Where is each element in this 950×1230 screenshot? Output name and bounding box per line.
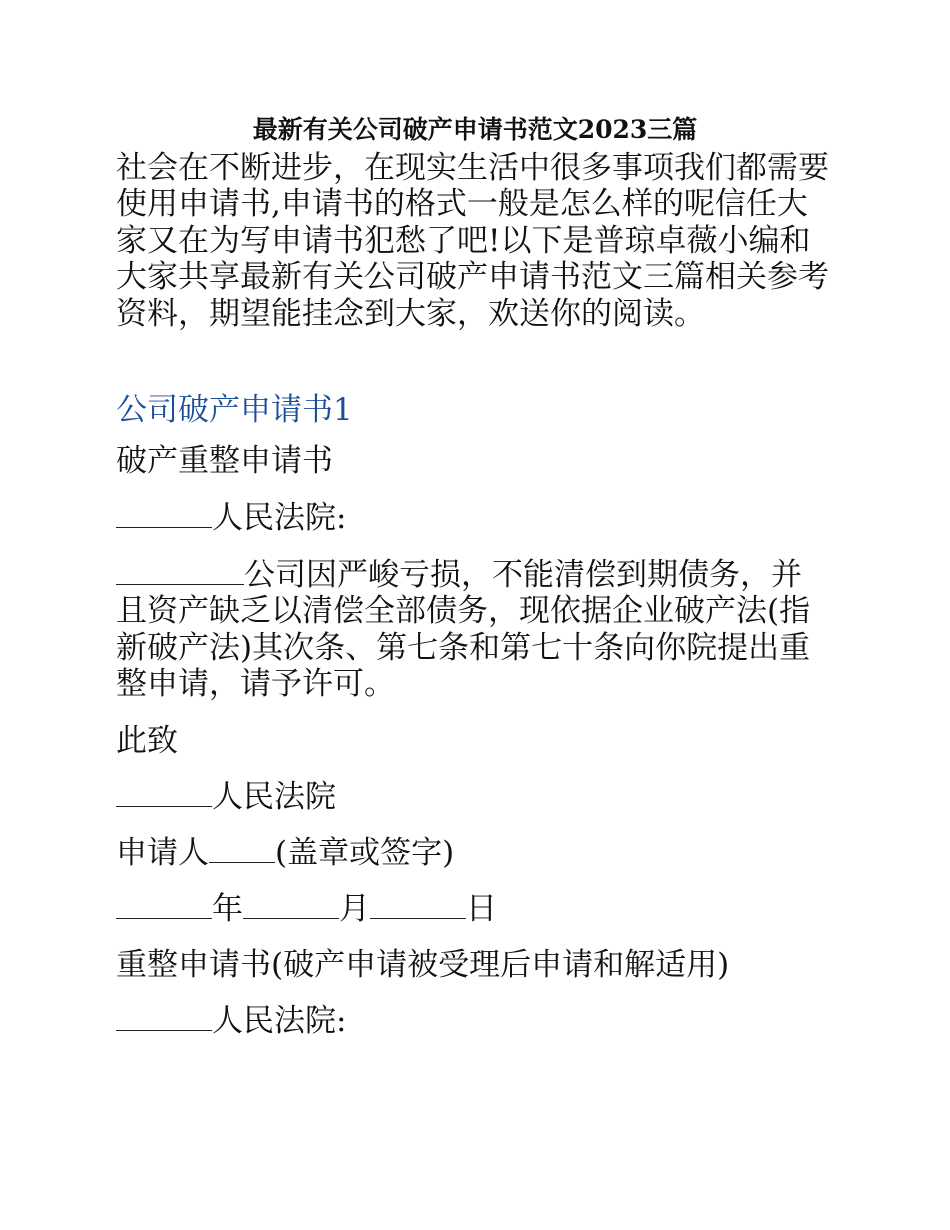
date-day-label: 日 — [466, 891, 497, 927]
application-title: 破产重整申请书 — [116, 443, 333, 479]
section-heading: 公司破产申请书1 — [116, 392, 353, 428]
company-name-blank — [116, 557, 244, 585]
date-year-label: 年 — [212, 891, 243, 927]
closing-text: 此致 — [116, 723, 178, 759]
applicant-label: 申请人 — [116, 835, 209, 871]
court-name-blank — [116, 500, 212, 528]
court-salutation — [116, 500, 346, 536]
date-month-label: 月 — [339, 891, 370, 927]
court-salutation-2 — [116, 1003, 346, 1039]
court-salutation-2-text: 人民法院: — [212, 1003, 347, 1039]
court-name-blank — [116, 779, 212, 807]
date-line — [116, 891, 497, 927]
body-paragraph — [116, 557, 832, 703]
month-blank — [243, 891, 339, 919]
court-closing-text: 人民法院 — [212, 779, 336, 815]
applicant-line — [116, 835, 454, 871]
body-text: 公司因严峻亏损，不能清偿到期债务，并且资产缺乏以清偿全部债务，现依据企业破产法(指新破产法)其次条、第七条和第七十条向你院提出重整申请，请予许可。 — [116, 557, 811, 703]
applicant-blank — [209, 835, 275, 863]
court-salutation-text: 人民法院: — [212, 500, 347, 536]
applicant-suffix: (盖章或签字) — [275, 835, 455, 871]
year-blank — [116, 891, 212, 919]
court-closing — [116, 779, 336, 815]
document-title: 最新有关公司破产申请书范文2023三篇 — [252, 115, 698, 144]
intro-paragraph: 社会在不断进步，在现实生活中很多事项我们都需要使用申请书,申请书的格式一般是怎么样的呢信任大家又在为写申请书犯愁了吧!以下是普琼卓薇小编和大家共享最新有关公司破产申请书范文三篇相关参考资料，期望能挂念到大家，欢送你的阅读。 — [116, 150, 829, 332]
reorganization-title: 重整申请书(破产申请被受理后申请和解适用) — [116, 947, 730, 983]
day-blank — [370, 891, 466, 919]
court-name-blank — [116, 1003, 212, 1031]
